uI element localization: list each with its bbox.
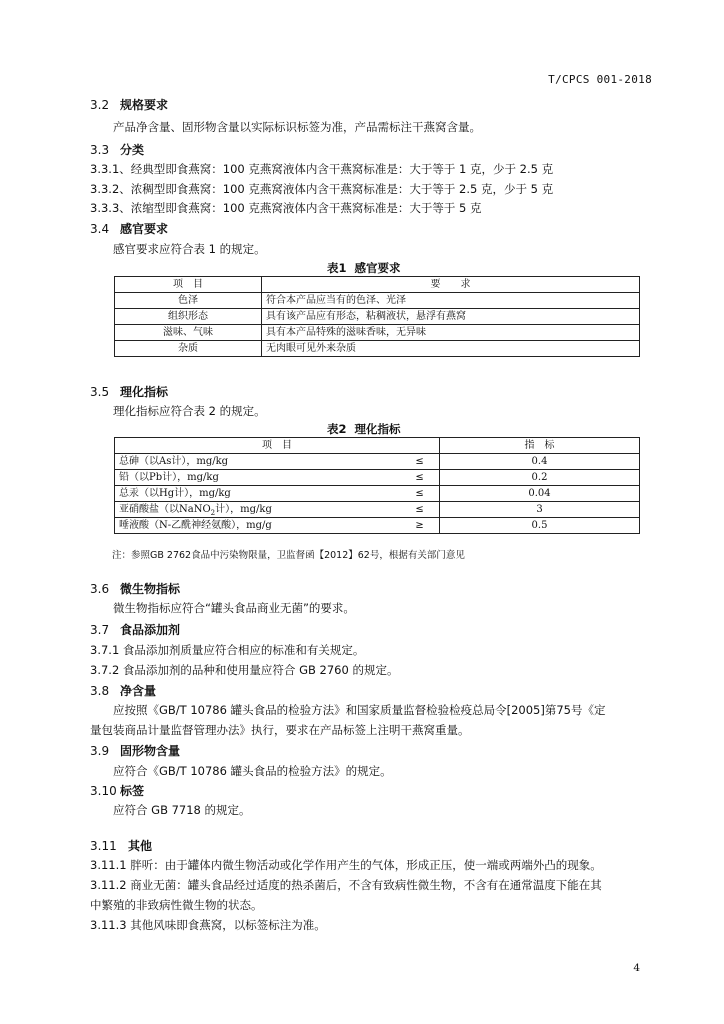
table-cell: 具有该产品应有形态，粘稠液状，悬浮有燕窝 [262, 309, 640, 325]
table-cell: ≤ [400, 502, 439, 518]
other-item-continuation: 中繁殖的非致病性微生物的状态。 [90, 898, 263, 912]
table-cell: 亚硝酸盐（以NaNO$_2$计），mg/kg [115, 502, 401, 518]
sensory-requirements-table [114, 276, 640, 357]
table-cell: 3 [440, 502, 640, 518]
section-3-2-text: 产品净含量、固形物含量以实际标识标签为准，产品需标注干燕窝含量。 [113, 120, 481, 134]
table-header-row [115, 438, 640, 454]
table-header-cell: 项 目 [115, 438, 440, 454]
other-item: 3.11.3 其他风味即食燕窝，以标签标注为准。 [90, 918, 326, 932]
table-cell: ≤ [400, 470, 439, 486]
section-3-3-heading: 3.3 分类 [90, 143, 145, 157]
table-row [115, 325, 640, 341]
table-cell: 0.5 [440, 518, 640, 534]
table-cell: ≥ [400, 518, 439, 534]
section-3-4-text: 感官要求应符合表 1 的规定。 [113, 242, 266, 256]
net-content-text-line2: 量包装商品计量监督管理办法》执行，要求在产品标签上注明干燕窝重量。 [90, 723, 470, 737]
table-header-row [115, 277, 640, 293]
table2-note: 注：参照GB 2762食品中污染物限量，卫监督函【2012】62号，根据有关部门意见 [112, 550, 465, 561]
section-3-5-text: 理化指标应符合表 2 的规定。 [113, 404, 266, 418]
additive-item: 3.7.2 食品添加剂的品种和使用量应符合 GB 2760 的规定。 [90, 663, 399, 677]
section-3-11-heading: 3.11 其他 [90, 839, 153, 853]
table-header-cell: 项 目 [115, 277, 262, 293]
standard-number-header: T/CPCS 001-2018 [548, 73, 652, 86]
table-row [115, 454, 640, 470]
section-3-7-heading: 3.7 食品添加剂 [90, 623, 181, 637]
table-cell: 符合本产品应当有的色泽、光泽 [262, 293, 640, 309]
table-cell: 总砷（以As计），mg/kg [115, 454, 401, 470]
other-item: 3.11.2 商业无菌：罐头食品经过适度的热杀菌后，不含有致病性微生物，不含有在通常温度下能在其 [90, 878, 602, 892]
table-cell: 杂质 [115, 341, 262, 357]
table-header-cell: 要 求 [262, 277, 640, 293]
table-row [115, 470, 640, 486]
classification-item: 3.3.2、浓稠型即食燕窝：100 克燕窝液体内含干燕窝标准是：大于等于 2.5 克，少于 5 克 [90, 182, 554, 196]
section-3-9-text: 应符合《GB/T 10786 罐头食品的检验方法》的规定。 [113, 764, 392, 778]
section-3-6-heading: 3.6 微生物指标 [90, 582, 181, 596]
table-cell: 0.2 [440, 470, 640, 486]
table-row [115, 486, 640, 502]
table-cell: 唾液酸（N-乙酰神经氨酸），mg/g [115, 518, 401, 534]
table-cell: ≤ [400, 454, 439, 470]
table1-caption: 表1 感官要求 [327, 261, 401, 275]
section-3-8-heading: 3.8 净含量 [90, 684, 157, 698]
page-number: 4 [633, 962, 640, 974]
section-3-6-text: 微生物指标应符合“罐头食品商业无菌”的要求。 [113, 601, 355, 615]
table-cell: 0.4 [440, 454, 640, 470]
table-cell: 具有本产品特殊的滋味香味，无异味 [262, 325, 640, 341]
table-row [115, 341, 640, 357]
table-cell: 色泽 [115, 293, 262, 309]
table-header-cell: 指 标 [440, 438, 640, 454]
table-cell: 铅（以Pb计），mg/kg [115, 470, 401, 486]
section-3-10-heading: 3.10 标签 [90, 784, 145, 798]
section-3-9-heading: 3.9 固形物含量 [90, 744, 181, 758]
table-cell: 总汞（以Hg计），mg/kg [115, 486, 401, 502]
table-cell: 无肉眼可见外来杂质 [262, 341, 640, 357]
section-3-2-heading: 3.2 规格要求 [90, 98, 169, 112]
section-3-5-heading: 3.5 理化指标 [90, 385, 169, 399]
classification-item: 3.3.3、浓缩型即食燕窝：100 克燕窝液体内含干燕窝标准是：大于等于 5 克 [90, 201, 482, 215]
table-row [115, 502, 640, 518]
table-cell: 滋味、气味 [115, 325, 262, 341]
table-cell: ≤ [400, 486, 439, 502]
net-content-text-line1: 应按照《GB/T 10786 罐头食品的检验方法》和国家质量监督检验检疫总局令[2005]第75号《定 [113, 703, 606, 717]
classification-item: 3.3.1、经典型即食燕窝：100 克燕窝液体内含干燕窝标准是：大于等于 1 克，少于 2.5 克 [90, 162, 554, 176]
table-row [115, 518, 640, 534]
table-cell: 组织形态 [115, 309, 262, 325]
table-row [115, 309, 640, 325]
other-item: 3.11.1 胖听：由于罐体内微生物活动或化学作用产生的气体，形成正压，使一端或两端外凸的现象。 [90, 858, 602, 872]
table-row [115, 293, 640, 309]
section-3-10-text: 应符合 GB 7718 的规定。 [113, 803, 251, 817]
physicochemical-indicators-table [114, 437, 640, 534]
additive-item: 3.7.1 食品添加剂质量应符合相应的标准和有关规定。 [90, 643, 365, 657]
table-cell: 0.04 [440, 486, 640, 502]
table2-caption: 表2 理化指标 [327, 422, 401, 436]
section-3-4-heading: 3.4 感官要求 [90, 222, 169, 236]
